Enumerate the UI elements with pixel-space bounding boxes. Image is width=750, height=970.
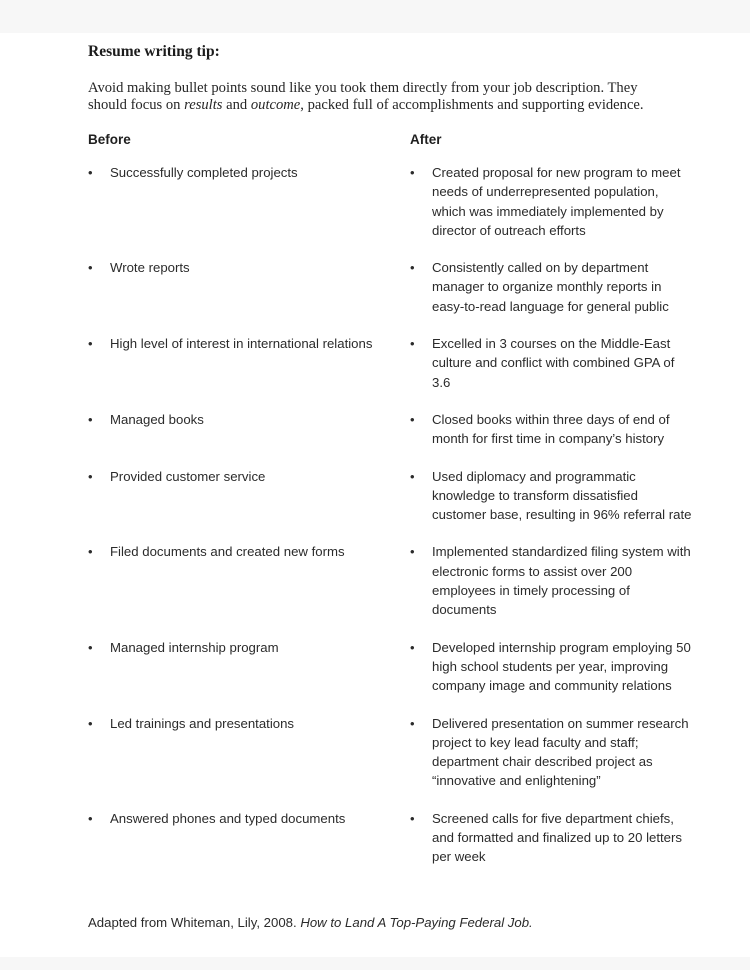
after-item: Excelled in 3 courses on the Middle-East culture and conflict with combined GPA of 3.6 — [432, 336, 675, 390]
after-column-header: After — [410, 132, 442, 147]
table-row — [88, 467, 700, 525]
before-item: High level of interest in international relations — [110, 336, 373, 352]
after-cell — [410, 714, 700, 791]
bullet-icon: • — [410, 468, 415, 484]
column-headers — [88, 132, 700, 148]
after-item: Consistently called on by department manager to organize monthly reports in easy-to-read language for general public — [432, 260, 669, 314]
table-row — [88, 638, 700, 696]
intro-text-3: , packed full of accomplishments and supporting evidence. — [300, 97, 644, 113]
citation-book-title: How to Land A Top-Paying Federal Job. — [300, 914, 533, 930]
before-item: Successfully completed projects — [110, 165, 298, 180]
table-row — [88, 542, 700, 619]
after-cell — [410, 467, 700, 525]
after-item: Screened calls for five department chiefs, and formatted and finalized up to 20 letters per week — [432, 810, 682, 865]
bullet-icon: • — [88, 336, 93, 352]
bullet-icon: • — [410, 165, 415, 180]
bullet-icon: • — [410, 715, 415, 731]
after-item: Implemented standardized filing system with electronic forms to assist over 200 employees in timely processing of documents — [432, 544, 691, 618]
before-item: Wrote reports — [110, 260, 190, 276]
intro-italic-outcome: outcome — [250, 97, 301, 113]
bullet-icon: • — [88, 468, 93, 484]
before-cell — [88, 410, 410, 449]
table-row — [88, 410, 700, 449]
after-cell — [410, 258, 700, 316]
after-cell — [410, 334, 700, 392]
after-cell — [410, 542, 700, 619]
after-item: Created proposal for new program to meet needs of underrepresented population, which was immediately implemented by director of outreach efforts — [432, 165, 681, 238]
after-cell — [410, 410, 700, 449]
after-item: Closed books within three days of end of month for first time in company’s history — [432, 411, 670, 447]
after-cell — [410, 638, 700, 696]
before-cell — [88, 467, 410, 525]
before-item: Managed books — [110, 411, 204, 427]
table-row — [88, 809, 700, 867]
table-row — [88, 334, 700, 392]
comparison-table — [88, 163, 700, 867]
source-citation — [88, 915, 700, 931]
bullet-icon: • — [410, 336, 415, 352]
before-cell — [88, 334, 410, 392]
bullet-icon: • — [88, 715, 93, 731]
intro-paragraph — [88, 80, 680, 114]
bullet-icon: • — [88, 639, 93, 655]
bullet-icon: • — [410, 639, 415, 655]
before-cell — [88, 542, 410, 619]
before-cell — [88, 163, 410, 240]
before-item: Answered phones and typed documents — [110, 810, 346, 826]
bullet-icon: • — [410, 260, 415, 276]
scan-edge-bottom — [0, 957, 750, 970]
bullet-icon: • — [88, 810, 93, 826]
bullet-icon: • — [88, 165, 93, 180]
table-row — [88, 258, 700, 316]
bullet-icon: • — [88, 260, 93, 276]
before-item: Provided customer service — [110, 468, 266, 484]
before-cell — [88, 809, 410, 867]
page-title: Resume writing tip: — [88, 43, 220, 60]
table-row — [88, 163, 700, 240]
before-item: Filed documents and created new forms — [110, 544, 345, 560]
bullet-icon: • — [410, 810, 415, 826]
after-item: Used diplomacy and programmatic knowledge to transform dissatisfied customer base, resulting in 96% referral rate — [432, 468, 692, 523]
citation-text: Adapted from Whiteman, Lily, 2008. — [88, 914, 301, 930]
intro-italic-results: results — [184, 97, 223, 113]
before-item: Led trainings and presentations — [110, 715, 295, 731]
before-cell — [88, 714, 410, 791]
before-column-header: Before — [88, 132, 131, 147]
bullet-icon: • — [88, 411, 93, 427]
before-cell — [88, 638, 410, 696]
after-cell — [410, 163, 700, 240]
after-cell — [410, 809, 700, 867]
bullet-icon: • — [88, 544, 93, 560]
after-item: Delivered presentation on summer research project to key lead faculty and staff; department chair described project as “innovative and enlightening” — [432, 715, 689, 789]
intro-text-1: Avoid making bullet points sound like you took them directly from your job description. They should focus on — [88, 80, 638, 113]
before-cell — [88, 258, 410, 316]
before-item: Managed internship program — [110, 639, 279, 655]
table-row — [88, 714, 700, 791]
bullet-icon: • — [410, 411, 415, 427]
after-item: Developed internship program employing 50 high school students per year, improving company image and community relations — [432, 639, 691, 694]
intro-text-2: and — [222, 97, 251, 113]
bullet-icon: • — [410, 544, 415, 560]
